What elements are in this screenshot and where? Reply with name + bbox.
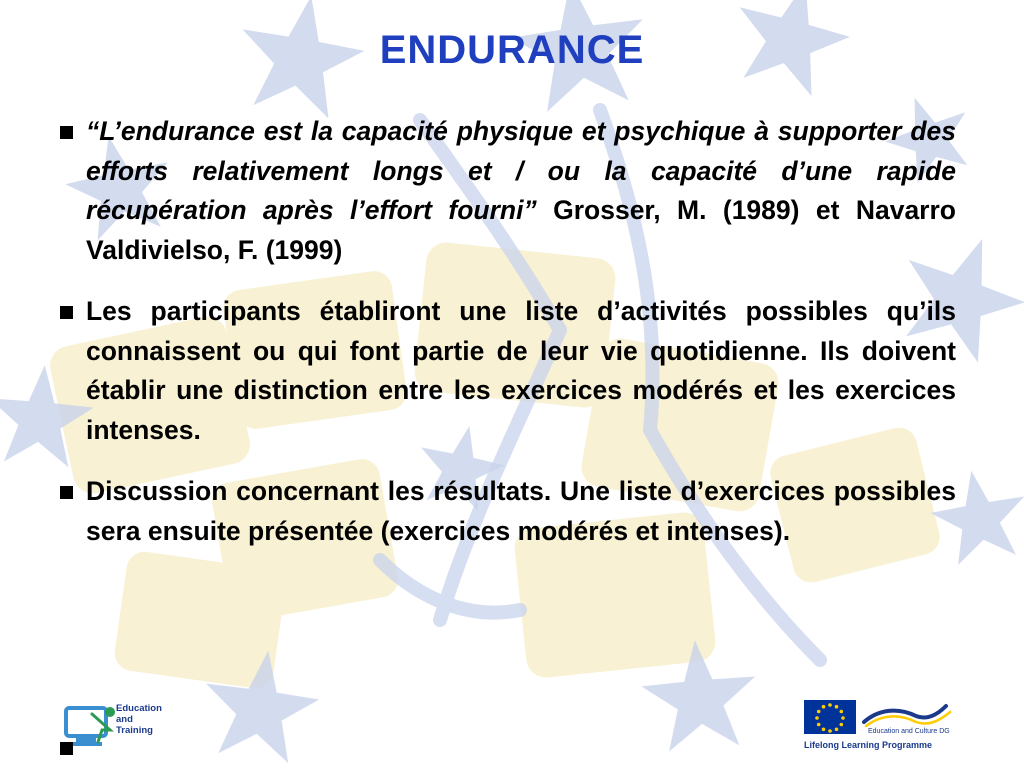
activities-text: Les participants établiront une liste d’activités possibles qu’ils connaissent ou qui font partie de leur vie quotidienne. Ils doivent établir une distinction entre les exercices modérés et les exercices intenses. [86,296,956,445]
bullet-square-icon [60,486,73,499]
definition-quote: “L’endurance est la capacité physique et psychique à supporter des efforts relativement longs et / ou la capacité d’une rapide récupération après l’effort fourni” [86,116,956,225]
bullet-square-icon [60,126,73,139]
definition-citation: Grosser, M. (1989) et Navarro Valdivielso, F. (1999) [86,195,956,265]
bullet-item-activities [58,292,956,450]
lifelong-learning-label: Lifelong Learning Programme [804,740,933,750]
bullet-list [58,112,956,551]
discussion-text: Discussion concernant les résultats. Une liste d’exercices possibles sera ensuite présentée (exercices modérés et intenses). [86,476,956,546]
bullet-item-definition [58,112,956,270]
education-culture-dg-label: Education and Culture DG [868,728,950,735]
bullet-square-icon [60,742,73,755]
education-training-label: Education and Training [116,703,162,736]
slide-title: ENDURANCE [379,28,645,72]
bullet-square-icon [60,306,73,319]
bullet-item-discussion [58,472,956,551]
